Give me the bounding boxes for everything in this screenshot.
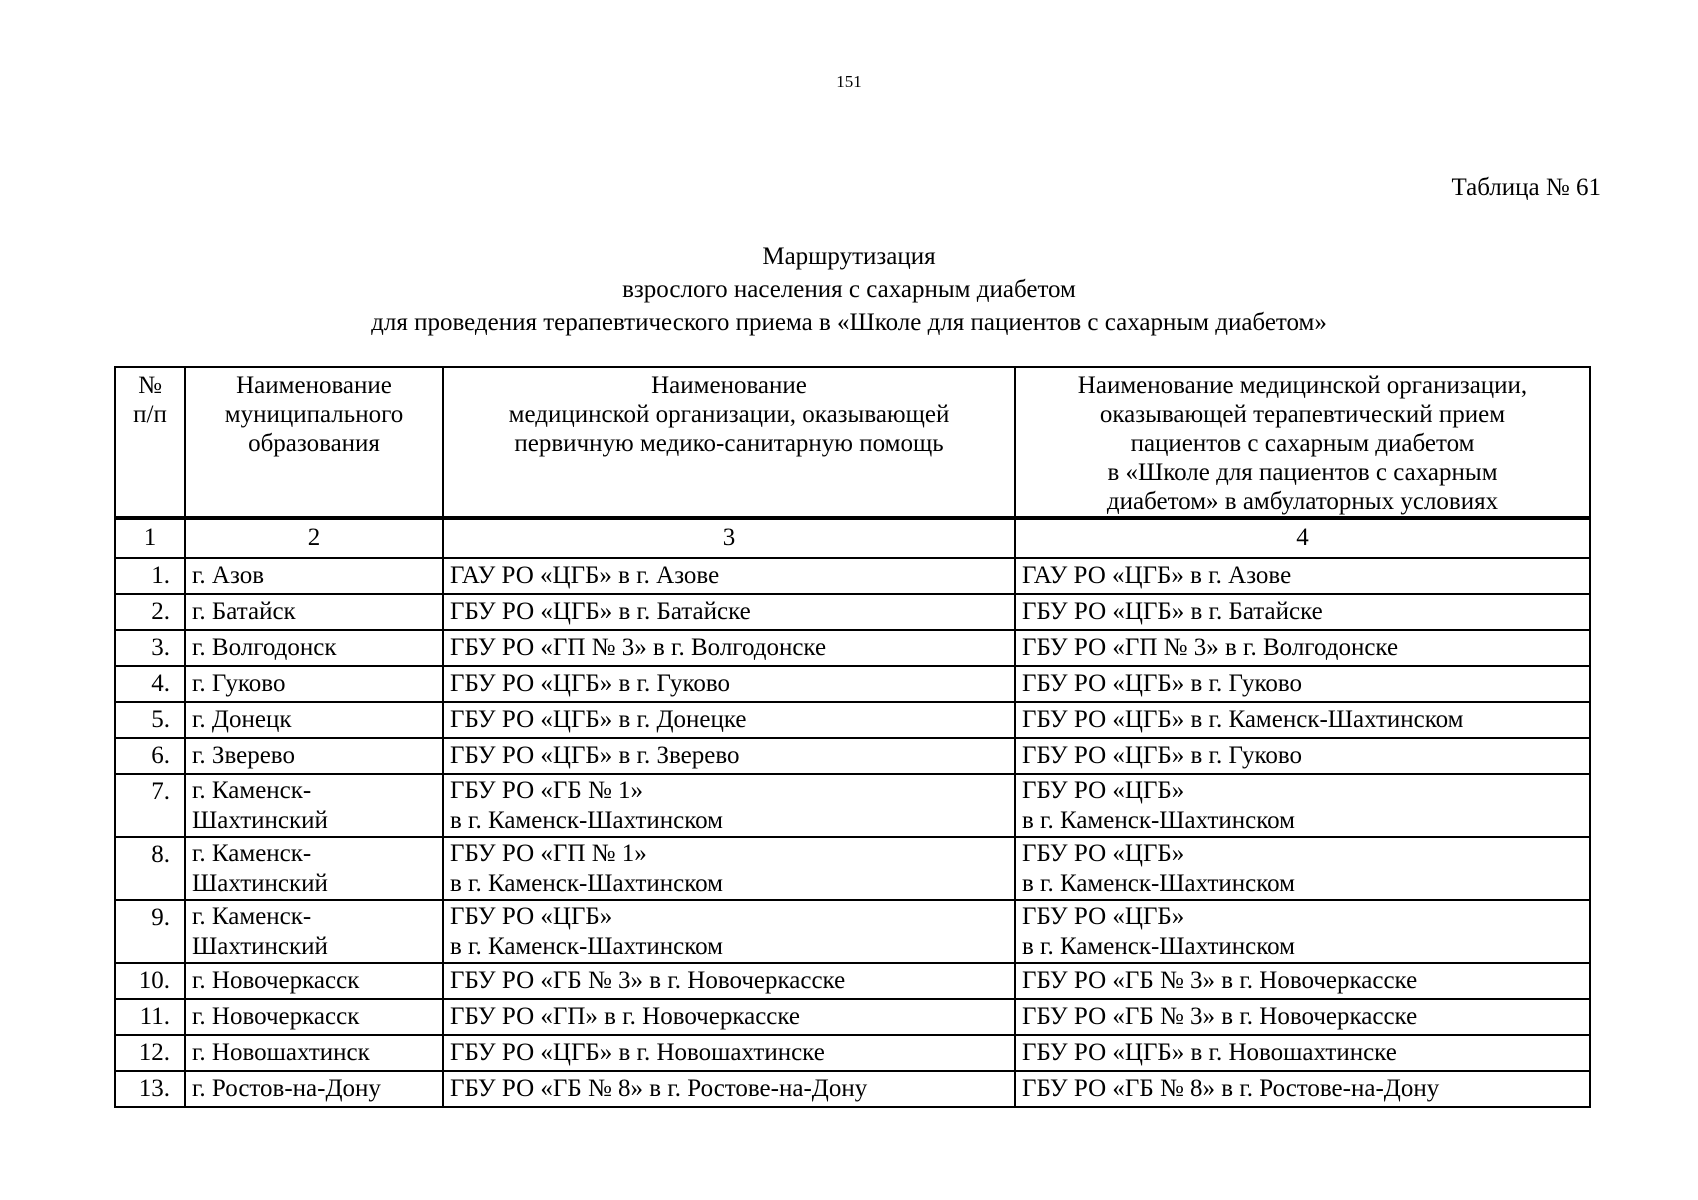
school-org-cell <box>1015 630 1590 666</box>
table-body <box>115 558 1590 1107</box>
cell-line: Шахтинский <box>192 807 328 834</box>
table-row <box>115 702 1590 738</box>
table-row <box>115 738 1590 774</box>
cell-line: ГБУ РО «ГБ № 8» в г. Ростове-на-Дону <box>450 1075 868 1102</box>
cell-line: ГБУ РО «ГБ № 3» в г. Новочеркасске <box>1022 1003 1418 1030</box>
header-number <box>115 367 185 518</box>
municipality-cell <box>185 558 443 594</box>
municipality-cell <box>185 1035 443 1071</box>
municipality-cell <box>185 594 443 630</box>
cell-line: г. Новочеркасск <box>192 1003 360 1030</box>
cell-line: г. Волгодонск <box>192 634 337 661</box>
routing-table <box>114 366 1591 1108</box>
cell-line: ГБУ РО «ГП № 3» в г. Волгодонске <box>1022 634 1399 661</box>
cell-line: ГБУ РО «ЦГБ» в г. Зверево <box>450 742 740 769</box>
cell-line: ГБУ РО «ЦГБ» <box>450 903 613 930</box>
column-number-row <box>115 518 1590 558</box>
row-number: 1. <box>115 558 185 594</box>
row-number: 6. <box>115 738 185 774</box>
cell-line: ГБУ РО «ЦГБ» в г. Гуково <box>1022 742 1303 769</box>
header-line: образования <box>248 430 380 457</box>
cell-line: Шахтинский <box>192 870 328 897</box>
cell-line: в г. Каменск-Шахтинском <box>1022 933 1295 960</box>
cell-line: ГБУ РО «ГБ № 3» в г. Новочеркасске <box>450 967 846 994</box>
cell-line: г. Каменск- <box>192 777 312 804</box>
table-row <box>115 1035 1590 1071</box>
table-row <box>115 963 1590 999</box>
cell-line: ГБУ РО «ГБ № 1» <box>450 777 644 804</box>
primary-org-cell <box>443 702 1015 738</box>
cell-line: ГБУ РО «ЦГБ» в г. Батайске <box>450 598 751 625</box>
cell-line: ГБУ РО «ЦГБ» <box>1022 840 1185 867</box>
table-row <box>115 900 1590 963</box>
municipality-cell <box>185 1071 443 1107</box>
table-caption: Таблица № 61 <box>1451 174 1601 201</box>
municipality-cell <box>185 963 443 999</box>
row-number: 12. <box>115 1035 185 1071</box>
cell-line: в г. Каменск-Шахтинском <box>450 933 723 960</box>
header-line: первичную медико-санитарную помощь <box>514 430 944 457</box>
municipality-cell <box>185 900 443 963</box>
cell-line: ГБУ РО «ЦГБ» в г. Гуково <box>450 670 731 697</box>
primary-org-cell <box>443 963 1015 999</box>
municipality-cell <box>185 999 443 1035</box>
table-row <box>115 666 1590 702</box>
municipality-cell <box>185 630 443 666</box>
cell-line: г. Гуково <box>192 670 286 697</box>
cell-line: ГБУ РО «ЦГБ» <box>1022 777 1185 804</box>
header-line: Наименование <box>236 372 392 399</box>
row-number: 2. <box>115 594 185 630</box>
table-row <box>115 837 1590 900</box>
cell-line: ГБУ РО «ЦГБ» в г. Гуково <box>1022 670 1303 697</box>
school-org-cell <box>1015 594 1590 630</box>
cell-line: ГБУ РО «ЦГБ» в г. Новошахтинске <box>450 1039 825 1066</box>
cell-line: ГБУ РО «ЦГБ» в г. Донецке <box>450 706 747 733</box>
cell-line: г. Донецк <box>192 706 292 733</box>
school-org-cell <box>1015 837 1590 900</box>
primary-org-cell <box>443 738 1015 774</box>
row-number: 3. <box>115 630 185 666</box>
school-org-cell <box>1015 1035 1590 1071</box>
header-line: муниципального <box>224 401 404 428</box>
cell-line: ГАУ РО «ЦГБ» в г. Азове <box>1022 562 1292 589</box>
cell-line: в г. Каменск-Шахтинском <box>1022 807 1295 834</box>
primary-org-cell <box>443 900 1015 963</box>
municipality-cell <box>185 738 443 774</box>
school-org-cell <box>1015 900 1590 963</box>
column-number: 2 <box>185 518 443 558</box>
municipality-cell <box>185 666 443 702</box>
column-number: 4 <box>1015 518 1590 558</box>
header-line: в «Школе для пациентов с сахарным <box>1107 459 1498 486</box>
title-line: Маршрутизация <box>762 243 936 270</box>
table-row <box>115 999 1590 1035</box>
row-number: 5. <box>115 702 185 738</box>
header-line: медицинской организации, оказывающей <box>508 401 950 428</box>
primary-org-cell <box>443 666 1015 702</box>
table-row <box>115 1071 1590 1107</box>
school-org-cell <box>1015 1071 1590 1107</box>
school-org-cell <box>1015 702 1590 738</box>
header-line: № <box>138 372 162 399</box>
cell-line: ГБУ РО «ЦГБ» в г. Батайске <box>1022 598 1323 625</box>
cell-line: г. Новошахтинск <box>192 1039 370 1066</box>
cell-line: г. Ростов-на-Дону <box>192 1075 381 1102</box>
row-number: 13. <box>115 1071 185 1107</box>
header-line: Наименование медицинской организации, <box>1077 372 1528 399</box>
municipality-cell <box>185 774 443 837</box>
cell-line: г. Новочеркасск <box>192 967 360 994</box>
school-org-cell <box>1015 999 1590 1035</box>
header-line: п/п <box>133 401 167 428</box>
header-municipality <box>185 367 443 518</box>
primary-org-cell <box>443 594 1015 630</box>
row-number: 11. <box>115 999 185 1035</box>
cell-line: ГБУ РО «ЦГБ» <box>1022 903 1185 930</box>
header-row <box>115 367 1590 518</box>
column-number: 1 <box>115 518 185 558</box>
cell-line: ГАУ РО «ЦГБ» в г. Азове <box>450 562 720 589</box>
table-row <box>115 558 1590 594</box>
municipality-cell <box>185 837 443 900</box>
cell-line: ГБУ РО «ГБ № 3» в г. Новочеркасске <box>1022 967 1418 994</box>
header-line: оказывающей терапевтический прием <box>1099 401 1506 428</box>
page-number: 151 <box>836 72 862 91</box>
cell-line: ГБУ РО «ГП № 1» <box>450 840 647 867</box>
table-row <box>115 774 1590 837</box>
cell-line: ГБУ РО «ГБ № 8» в г. Ростове-на-Дону <box>1022 1075 1440 1102</box>
primary-org-cell <box>443 1071 1015 1107</box>
cell-line: в г. Каменск-Шахтинском <box>450 807 723 834</box>
school-org-cell <box>1015 963 1590 999</box>
cell-line: ГБУ РО «ГП» в г. Новочеркасске <box>450 1003 801 1030</box>
title-line: взрослого населения с сахарным диабетом <box>622 276 1076 303</box>
header-line: диабетом» в амбулаторных условиях <box>1106 488 1499 515</box>
primary-org-cell <box>443 774 1015 837</box>
school-org-cell <box>1015 558 1590 594</box>
cell-line: ГБУ РО «ЦГБ» в г. Каменск-Шахтинском <box>1022 706 1464 733</box>
header-school-org <box>1015 367 1590 518</box>
header-line: Наименование <box>651 372 807 399</box>
primary-org-cell <box>443 999 1015 1035</box>
cell-line: в г. Каменск-Шахтинском <box>1022 870 1295 897</box>
document-title <box>0 240 1698 339</box>
cell-line: г. Азов <box>192 562 265 589</box>
cell-line: г. Каменск- <box>192 840 312 867</box>
row-number: 10. <box>115 963 185 999</box>
row-number: 4. <box>115 666 185 702</box>
primary-org-cell <box>443 837 1015 900</box>
table-row <box>115 630 1590 666</box>
cell-line: Шахтинский <box>192 933 328 960</box>
cell-line: ГБУ РО «ЦГБ» в г. Новошахтинске <box>1022 1039 1397 1066</box>
header-primary-org <box>443 367 1015 518</box>
primary-org-cell <box>443 630 1015 666</box>
school-org-cell <box>1015 738 1590 774</box>
row-number: 8. <box>115 837 185 900</box>
header-line: пациентов с сахарным диабетом <box>1130 430 1475 457</box>
row-number: 9. <box>115 900 185 963</box>
cell-line: г. Зверево <box>192 742 295 769</box>
primary-org-cell <box>443 558 1015 594</box>
cell-line: ГБУ РО «ГП № 3» в г. Волгодонске <box>450 634 827 661</box>
school-org-cell <box>1015 666 1590 702</box>
primary-org-cell <box>443 1035 1015 1071</box>
cell-line: в г. Каменск-Шахтинском <box>450 870 723 897</box>
row-number: 7. <box>115 774 185 837</box>
cell-line: г. Батайск <box>192 598 296 625</box>
column-number: 3 <box>443 518 1015 558</box>
school-org-cell <box>1015 774 1590 837</box>
table-row <box>115 594 1590 630</box>
title-line: для проведения терапевтического приема в «Школе для пациентов с сахарным диабетом» <box>371 309 1327 336</box>
municipality-cell <box>185 702 443 738</box>
cell-line: г. Каменск- <box>192 903 312 930</box>
